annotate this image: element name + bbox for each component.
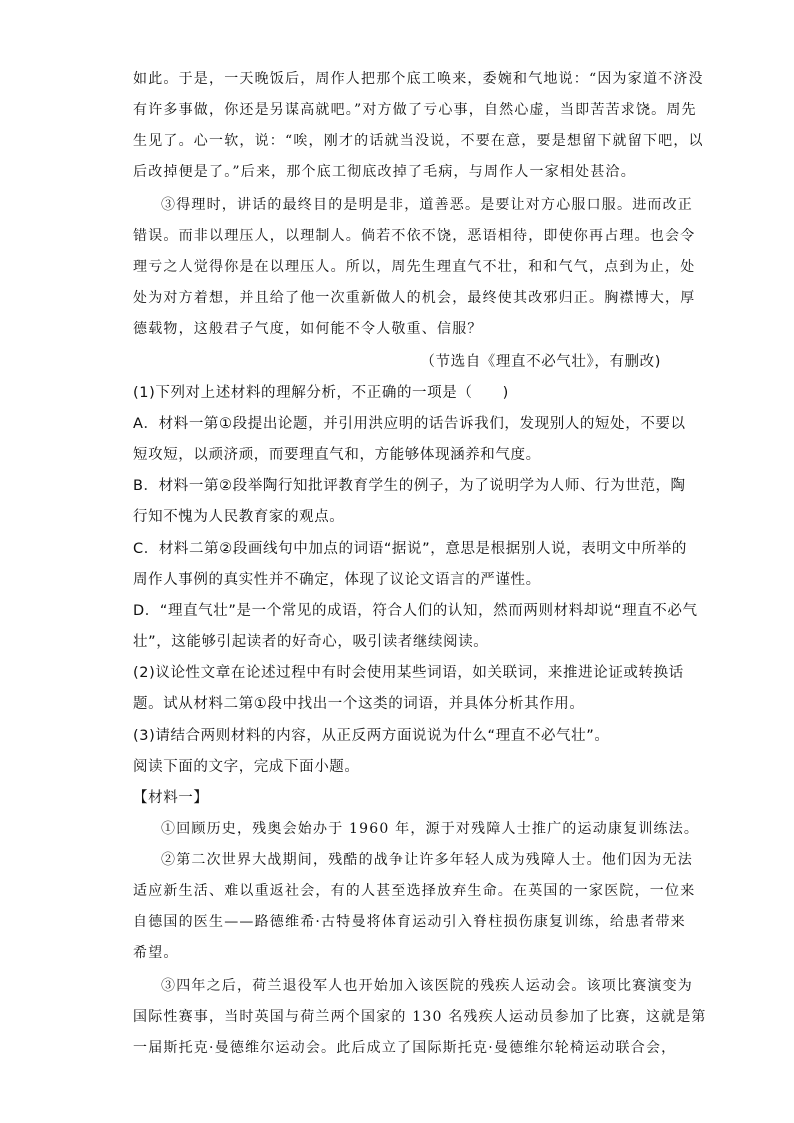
option-d: D．“理直气壮”是一个常见的成语，符合人们的认知，然而两则材料却说“理直不必气: [133, 603, 698, 619]
paragraph-3-line: 处为对方着想，并且给了他一次重新做人的机会，最终使其改邪归正。胸襟博大，厚: [133, 290, 696, 306]
material-one-line: ③四年之后，荷兰退役军人也开始加入该医院的残疾人运动会。该项比赛演变为: [161, 978, 693, 994]
option-c-cont: 周作人事例的真实性并不确定，体现了议论文语言的严谨性。: [133, 572, 541, 588]
option-d-cont: 壮”，这能够引起读者的好奇心，吸引读者继续阅读。: [133, 634, 489, 650]
option-b-cont: 行知不愧为人民教育家的观点。: [133, 509, 345, 525]
option-c: C．材料二第②段画线句中加点的词语“据说”，意思是根据别人说，表明文中所举的: [133, 541, 687, 557]
material-heading: 【材料一】: [133, 790, 209, 806]
source-note: （节选自《理直不必气壮》，有删改): [420, 354, 661, 370]
paragraph-3-line: 德载物，这般君子气度，如何能不令人敬重、信服？: [133, 321, 483, 337]
question-3: (3)请结合两则材料的内容，从正反两方面说说为什么“理直不必气壮”。: [133, 728, 610, 744]
material-one-line: 国际性赛事，当时英国与荷兰两个国家的 130 名残疾人运动员参加了比赛，这就是第: [133, 1009, 707, 1025]
material-one-line: ①回顾历史，残奥会始办于 1960 年，源于对残障人士推广的运动康复训练法。: [161, 821, 700, 837]
question-2: (2)议论性文章在论述过程中有时会使用某些词语，如关联词，来推进论证或转换话: [133, 665, 684, 681]
material-one-line: 一届斯托克·曼德维尔运动会。此后成立了国际斯托克·曼德维尔轮椅运动联合会，: [133, 1040, 677, 1056]
material-one-line: ②第二次世界大战期间，残酷的战争让许多年轻人成为残障人士。他们因为无法: [161, 852, 693, 868]
material-one-line: 自德国的医生——路德维希·古特曼将体育运动引入脊柱损伤康复训练，给患者带来: [133, 914, 686, 930]
passage-line: 有许多事做，你还是另谋高就吧。”对方做了亏心事，自然心虚，当即苦苦求饶。周先: [133, 102, 697, 118]
material-one-line: 希望。: [133, 945, 179, 961]
option-a-cont: 短攻短，以顽济顽，而要理直气和，方能够体现涵养和气度。: [133, 447, 541, 463]
passage-line: 后改掉便是了。”后来，那个底工彻底改掉了毛病，与周作人一家相处甚洽。: [133, 164, 636, 180]
passage-line: 生见了。心一软，说：“唉，刚才的话就当没说，不要在意，要是想留下就留下吧，以: [133, 133, 704, 149]
passage-line: 如此。于是，一天晚饭后，周作人把那个底工唤来，委婉和气地说：“因为家道不济没: [133, 71, 704, 87]
material-one-line: 适应新生活、难以重返社会，有的人甚至选择放弃生命。在英国的一家医院，一位来: [133, 883, 696, 899]
question-2-cont: 题。试从材料二第①段中找出一个这类的词语，并具体分析其作用。: [133, 696, 585, 712]
reading-instruction: 阅读下面的文字，完成下面小题。: [133, 759, 360, 775]
option-b: B．材料一第②段举陶行知批评教育学生的例子，为了说明学为人师、行为世范，陶: [133, 478, 686, 494]
paragraph-3-line: 理亏之人觉得你是在以理压人。所以，周先生理直气不壮，和和气气，点到为止，处: [133, 259, 696, 275]
question-1: (1)下列对上述材料的理解分析，不正确的一项是（ ): [133, 385, 509, 401]
option-a: A．材料一第①段提出论题，并引用洪应明的话告诉我们，发现别人的短处，不要以: [133, 416, 686, 432]
paragraph-3-line: ③得理时，讲话的最终目的是明是非，道善恶。是要让对方心服口服。进而改正: [161, 197, 693, 213]
paragraph-3-line: 错误。而非以理压人，以理制人。倘若不依不饶，恶语相待，即使你再占理。也会令: [133, 228, 696, 244]
